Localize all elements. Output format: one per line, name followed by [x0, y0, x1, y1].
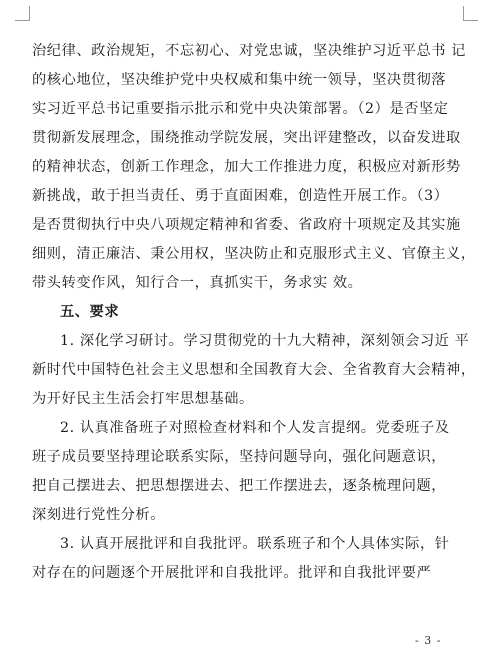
paragraph-line: 实习近平总书记重要指示批示和党中央决策部署。（2）是否坚定: [32, 101, 449, 117]
document-body: [32, 37, 476, 588]
requirement-item-3-line: 3. 认真开展批评和自我批评。联系班子和个人具体实际，针: [60, 536, 450, 552]
section-heading: 五、要求: [60, 304, 120, 320]
paragraph-line: 是否贯彻执行中央八项规定精神和省委、省政府十项规定及其实施: [32, 217, 461, 233]
requirement-item-3-line: 对存在的问题逐个开展批评和自我批评。批评和自我批评要严: [32, 565, 432, 581]
paragraph-line: 新挑战，敢于担当责任、勇于直面困难，创造性开展工作。（3）: [32, 188, 449, 204]
requirement-item-2-line: 2. 认真准备班子对照检查材料和个人发言提纲。党委班子及: [60, 420, 450, 436]
paragraph-line: 贯彻新发展理念，围绕推动学院发展，突出评建整改，以奋发进取: [32, 130, 461, 146]
paragraph-line: 治纪律、政治规矩，不忘初心、对党忠诚，坚决维护习近平总书 记: [32, 43, 466, 59]
requirement-item-1-line: 新时代中国特色社会主义思想和全国教育大会、全省教育大会精神，: [32, 362, 476, 378]
page-number: - 3 -: [415, 634, 442, 647]
requirement-item-2-line: 深刻进行党性分析。: [32, 507, 166, 523]
crop-mark-top-left: [15, 6, 30, 21]
requirement-item-1-line: 为开好民主生活会打牢思想基础。: [32, 391, 254, 407]
requirement-item-1-line: 1. 深化学习研讨。学习贯彻党的十九大精神，深刻领会习近 平: [60, 333, 470, 349]
paragraph-line: 细则，清正廉洁、秉公用权，坚决防止和克服形式主义、官僚主义，: [32, 246, 476, 262]
requirement-item-2-line: 班子成员要坚持理论联系实际，坚持问题导向，强化问题意识，: [32, 449, 447, 465]
paragraph-line: 的精神状态，创新工作理念，加大工作推进力度，积极应对新形势: [32, 159, 461, 175]
paragraph-line: 的核心地位，坚决维护党中央权威和集中统一领导，坚决贯彻落: [32, 72, 447, 88]
paragraph-line: 带头转变作风，知行合一，真抓实干，务求实 效。: [32, 275, 363, 291]
crop-mark-top-right: [463, 6, 478, 21]
requirement-item-2-line: 把自己摆进去、把思想摆进去、把工作摆进去，逐条梳理问题，: [32, 478, 447, 494]
